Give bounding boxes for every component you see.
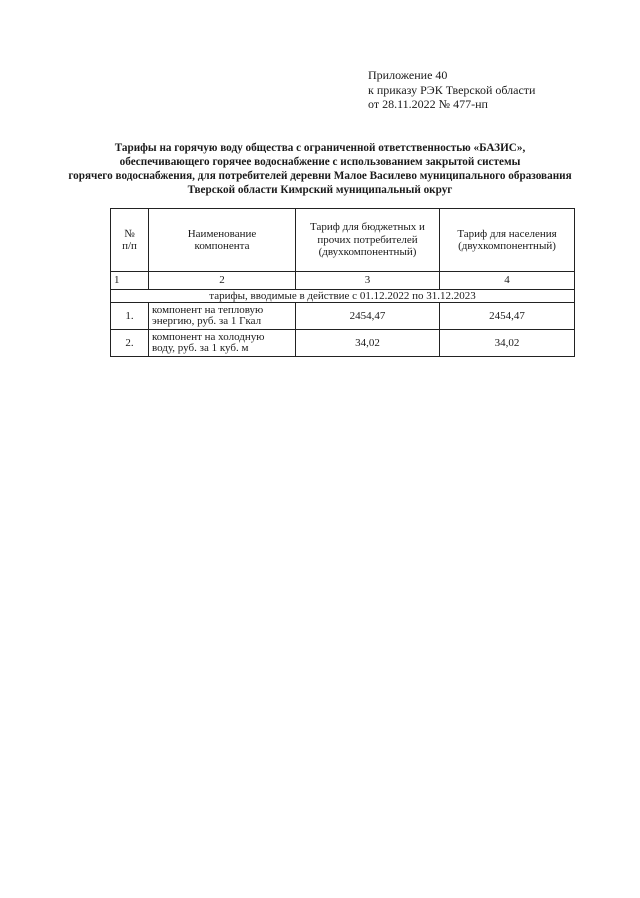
title-line-2: обеспечивающего горячее водоснабжение с использованием закрытой системы <box>119 156 521 168</box>
header-budget-line-1: Тариф для бюджетных и <box>310 221 425 234</box>
header-name-line-2: компонента <box>194 240 250 252</box>
table-header-row <box>111 209 575 272</box>
row-population-value: 2454,47 <box>440 303 575 330</box>
appendix-line-1: Приложение 40 <box>368 68 448 82</box>
row-name-line-1: компонент на холодную <box>152 330 265 343</box>
header-population-line-1: Тариф для населения <box>457 227 557 240</box>
row-name-line-2: энергию, руб. за 1 Гкал <box>152 315 262 327</box>
row-num: 1. <box>111 303 149 330</box>
table-row <box>111 330 575 357</box>
column-number-2: 2 <box>149 272 296 290</box>
row-budget-value: 34,02 <box>296 330 440 357</box>
header-population-tariff <box>440 209 575 272</box>
title-line-4: Тверской области Кимрский муниципальный округ <box>187 184 453 196</box>
header-num <box>111 209 149 272</box>
column-number-1: 1 <box>111 272 149 290</box>
period-row <box>111 290 575 303</box>
row-name <box>149 330 296 357</box>
row-name <box>149 303 296 330</box>
appendix-line-2: к приказу РЭК Тверской области <box>368 82 536 97</box>
header-num-line-2: п/п <box>122 240 137 252</box>
header-num-line-1: № <box>124 227 135 240</box>
header-name-line-1: Наименование <box>187 227 257 240</box>
header-population-line-2: (двухкомпонентный) <box>458 240 556 252</box>
tariff-table <box>110 208 575 357</box>
header-budget-line-2: прочих потребителей <box>317 233 418 246</box>
document-title <box>60 141 580 197</box>
header-name <box>149 209 296 272</box>
title-line-1: Тарифы на горячую воду общества с ограниченной ответственностью «БАЗИС», <box>114 142 526 154</box>
title-line-3: горячего водоснабжения, для потребителей деревни Малое Василево муниципального образования <box>68 170 572 182</box>
appendix-line-3: от 28.11.2022 № 477-нп <box>368 97 488 111</box>
column-number-row <box>111 272 575 290</box>
header-budget-line-3: (двухкомпонентный) <box>318 246 417 259</box>
appendix-reference <box>368 68 535 112</box>
table-row <box>111 303 575 330</box>
header-budget-tariff <box>296 209 440 272</box>
period-text: тарифы, вводимые в действие с 01.12.2022 по 31.12.2023 <box>111 290 575 303</box>
row-name-line-2: воду, руб. за 1 куб. м <box>152 342 249 354</box>
row-population-value: 34,02 <box>440 330 575 357</box>
row-num: 2. <box>111 330 149 357</box>
row-name-line-1: компонент на тепловую <box>152 303 264 316</box>
row-budget-value: 2454,47 <box>296 303 440 330</box>
column-number-3: 3 <box>296 272 440 290</box>
column-number-4: 4 <box>440 272 575 290</box>
